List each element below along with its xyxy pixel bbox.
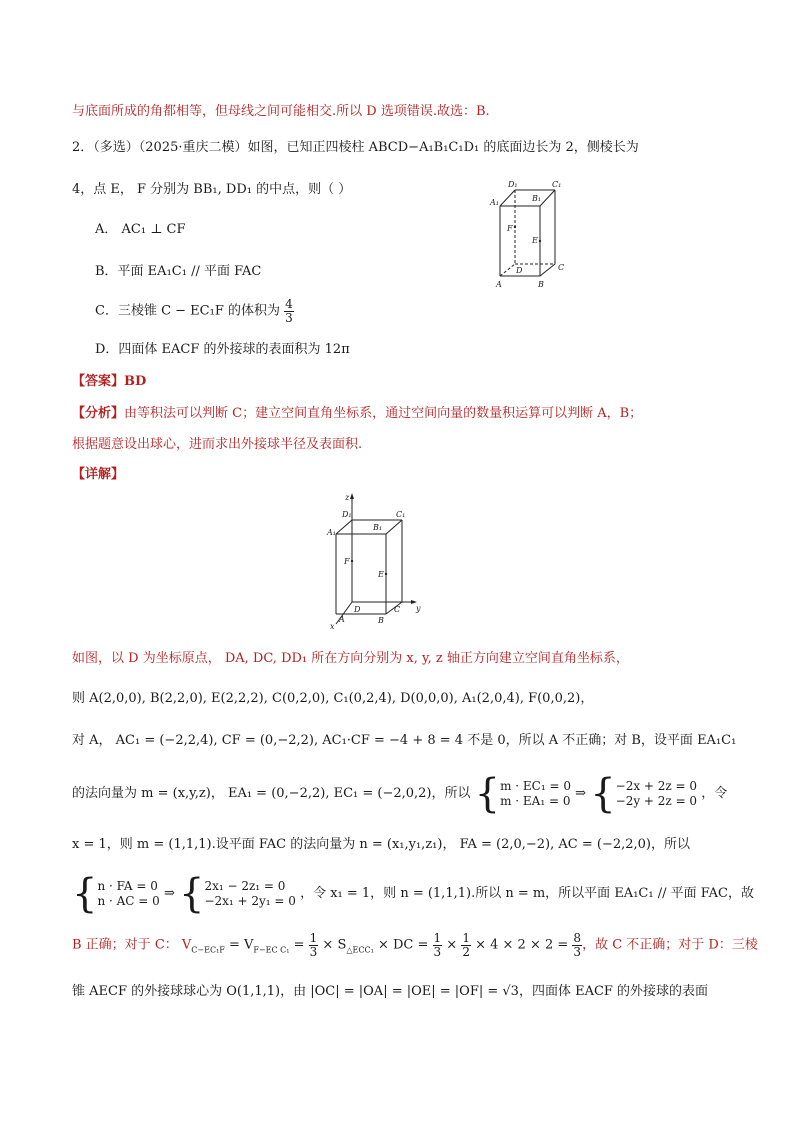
option-d: D．四面体 EACF 的外接球的表面积为 12π (95, 342, 350, 357)
label-d1: D₁ (508, 180, 518, 189)
s4-system1 (474, 771, 571, 817)
s4-eq4: −2y + 2z = 0 (615, 794, 698, 808)
solution-line5: x = 1，则 m = (1,1,1).设平面 FAC 的法向量为 n = (x₁,y₁,z₁)， FA = (2,0,−2), AC = (−2,2,0)，所以 (72, 837, 691, 852)
analysis-line2: 根据题意设出球心，进而求出外接球半径及表面积. (72, 437, 363, 452)
brace: { (474, 771, 501, 817)
frac-num: 8 (573, 931, 582, 945)
analysis-label: 【分析】 (72, 406, 125, 421)
s6-eq2: n · AC = 0 (97, 894, 160, 908)
label-b-b: B (378, 616, 384, 625)
frac-den: 2 (462, 945, 470, 959)
label-d: D (516, 266, 523, 275)
s7-frac1 (309, 932, 319, 959)
analysis-line1 (72, 405, 642, 423)
solution-line6 (72, 871, 754, 917)
s4-eq3: −2x + 2z = 0 (615, 779, 698, 793)
answer-value: BD (124, 374, 147, 389)
s4-system2 (590, 771, 698, 817)
label-a1: A₁ (490, 198, 499, 207)
s7-t3: × (442, 937, 462, 953)
label-f-b: F (344, 557, 350, 566)
s4-eq1: m · EC₁ = 0 (500, 779, 571, 793)
option-c (95, 298, 294, 325)
label-c1: C₁ (552, 180, 562, 189)
s4-text: 的法向量为 m = (x,y,z)， EA₁ = (0,−2,2), EC₁ = (−2,0,2)，所以 (72, 786, 471, 801)
label-c: C (558, 263, 565, 272)
s7-sub3: △ECC₁ (346, 945, 374, 955)
label-e: E (532, 236, 538, 245)
prism-figure-1 (488, 176, 578, 292)
label-a1-b: A₁ (327, 528, 336, 537)
s6-eq1: n · FA = 0 (97, 879, 158, 893)
option-c-text: C．三棱锥 C − EC₁F 的体积为 (95, 303, 280, 319)
label-d1-b: D₁ (342, 510, 352, 519)
label-a-b: A (339, 615, 345, 624)
s7-mid: = V (224, 937, 254, 953)
analysis-text1: 由等积法可以判断 C；建立空间直角坐标系，通过空间向量的数量积运算可以判断 A，B； (124, 406, 643, 421)
label-d-b: D (354, 605, 361, 614)
s7-end: ，故 C 不正确；对于 D：三棱 (582, 937, 758, 953)
frac-den: 3 (573, 945, 582, 959)
brace: { (178, 871, 205, 917)
s7-t1: × S (318, 937, 347, 953)
frac-den: 3 (309, 945, 318, 959)
s7-t4: × 4 × 2 × 2 = (470, 937, 573, 953)
answer-line (72, 373, 146, 391)
option-a: A． AC₁ ⊥ CF (95, 222, 186, 237)
frac-num: 1 (433, 931, 442, 945)
s6-eq4: −2x₁ + 2y₁ = 0 (204, 894, 296, 908)
s7-sub1: C−EC₁F (191, 945, 225, 955)
implies-arrow: ⇒ (163, 886, 175, 901)
label-b1: B₁ (532, 194, 542, 203)
label-f: F (507, 224, 513, 233)
frac-den: 3 (285, 311, 293, 325)
s7-frac2 (433, 932, 443, 959)
axis-y: y (416, 604, 421, 613)
s4-eq2: m · EA₁ = 0 (500, 794, 571, 808)
solution-line2: 则 A(2,0,0), B(2,2,0), E(2,2,2), C(0,2,0), C₁(0,2,4), D(0,0,0), A₁(2,0,4), F(0,0,2)， (72, 691, 594, 706)
s7-frac3 (461, 932, 471, 959)
frac-num: 1 (462, 931, 470, 945)
label-c-b: C (394, 605, 401, 614)
question-head: 2．（多选）（2025·重庆二模）如图，已知正四棱柱 ABCD−A₁B₁C₁D₁ 的底面边长为 2，侧棱长为 (72, 140, 639, 155)
frac-num: 4 (285, 297, 293, 311)
s6-eq3: 2x₁ − 2z₁ = 0 (204, 879, 286, 893)
brace: { (590, 771, 616, 817)
implies-arrow: ⇒ (575, 786, 587, 801)
axis-z: z (345, 493, 350, 502)
detail-label: 【详解】 (72, 467, 125, 482)
s7-sub2: F−EC C₁ (253, 945, 290, 955)
frac-num: 1 (309, 931, 318, 945)
solution-line4 (72, 771, 728, 817)
brace: { (72, 871, 98, 917)
s4-end: ，令 (701, 786, 728, 801)
axis-x: x (330, 622, 335, 630)
s7-frac4 (572, 932, 582, 959)
option-b: B．平面 EA₁C₁ // 平面 FAC (95, 264, 262, 279)
label-a: A (496, 280, 502, 289)
s6-system1 (72, 871, 160, 917)
s7-t2: × DC = (373, 937, 433, 953)
answer-label: 【答案】 (72, 374, 125, 389)
solution-line7 (72, 932, 758, 960)
prism-figure-2 (326, 490, 426, 630)
solution-line3: 对 A， AC₁ = (−2,2,4), CF = (0,−2,2), AC₁·CF = −4 + 8 = 4 不是 0，所以 A 不正确；对 B，设平面 EA₁C₁ (72, 733, 737, 748)
frac-den: 3 (433, 945, 442, 959)
label-b: B (538, 280, 544, 289)
s6-system2 (178, 871, 296, 917)
s7-pre: B 正确；对于 C： V (72, 937, 192, 953)
option-c-fraction (284, 298, 294, 325)
question-line2: 4，点 E， F 分别为 BB₁, DD₁ 的中点，则（ ） (72, 182, 352, 197)
s6-end: ，令 x₁ = 1，则 n = (1,1,1).所以 n = m，所以平面 EA₁C₁ // 平面 FAC，故 (300, 886, 754, 901)
label-b1-b: B₁ (373, 523, 383, 532)
prev-solution-tail: 与底面所成的角都相等，但母线之间可能相交.所以 D 选项错误.故选：B. (72, 104, 490, 119)
solution-line1: 如图，以 D 为坐标原点， DA, DC, DD₁ 所在方向分别为 x, y, z 轴正方向建立空间直角坐标系， (72, 651, 629, 666)
s7-eq: = (289, 937, 309, 953)
solution-line8: 锥 AECF 的外接球球心为 O(1,1,1)，由 |OC| = |OA| = |OE| = |OF| = √3，四面体 EACF 的外接球的表面 (72, 984, 709, 999)
label-e-b: E (378, 570, 384, 579)
label-c1-b: C₁ (396, 510, 406, 519)
